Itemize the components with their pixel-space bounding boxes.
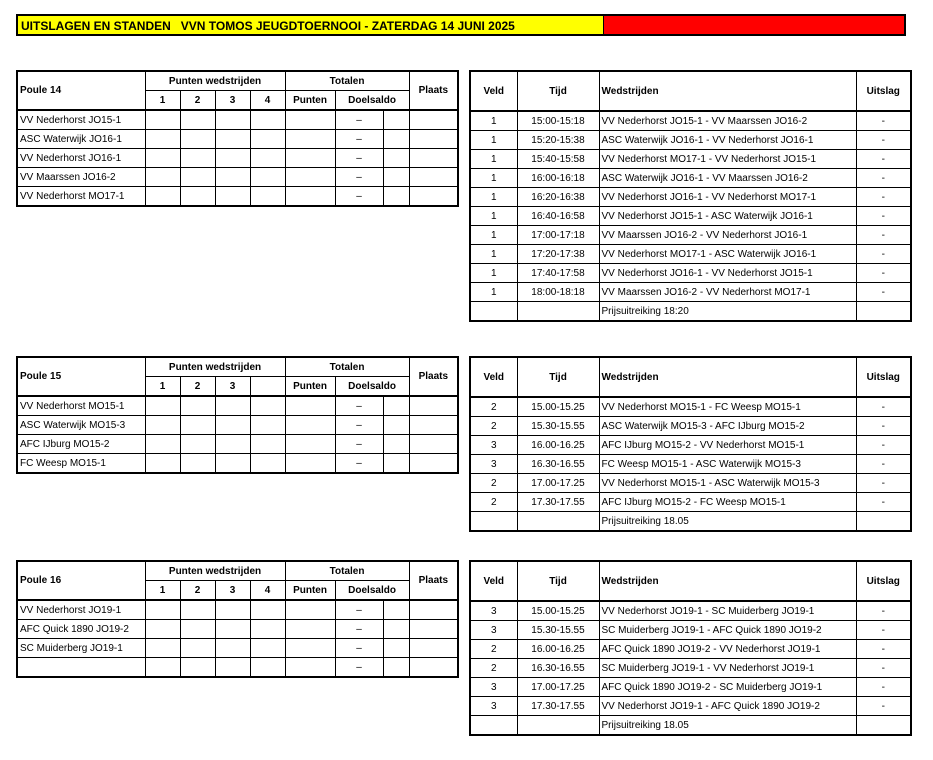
match-tijd: 17:20-17:38 (517, 245, 599, 264)
match-tijd: 16:40-16:58 (517, 207, 599, 226)
plaats-header: Plaats (409, 357, 458, 396)
match-row (470, 697, 911, 716)
standings-row (17, 639, 458, 658)
match-veld: 3 (470, 678, 517, 697)
goal-diff-dash: – (335, 600, 383, 620)
match-uitslag: - (856, 188, 911, 207)
match-row (470, 659, 911, 678)
goal-diff-dash: – (335, 416, 383, 435)
match-tijd: 15:40-15:58 (517, 150, 599, 169)
match-uitslag: - (856, 131, 911, 150)
match-teams: SC Muiderberg JO19-1 - VV Nederhorst JO19-1 (599, 659, 856, 678)
match-uitslag: - (856, 207, 911, 226)
round-3-header: 3 (215, 91, 250, 111)
match-uitslag: - (856, 150, 911, 169)
match-row (470, 474, 911, 493)
match-uitslag: - (856, 678, 911, 697)
match-teams: VV Nederhorst JO15-1 - VV Maarssen JO16-2 (599, 111, 856, 131)
round-1-header: 1 (145, 581, 180, 601)
standings-row (17, 187, 458, 207)
title-bar (16, 14, 906, 36)
match-veld: 1 (470, 283, 517, 302)
match-tijd: 16:00-16:18 (517, 169, 599, 188)
poule-16-standings (16, 560, 459, 678)
match-uitslag: - (856, 397, 911, 417)
goal-diff-dash: – (335, 396, 383, 416)
match-uitslag: - (856, 640, 911, 659)
team-name: FC Weesp MO15-1 (17, 454, 145, 474)
goal-diff-dash: – (335, 149, 383, 168)
uitslag-header: Uitslag (856, 71, 911, 111)
poule-name: Poule 15 (17, 357, 145, 396)
uitslag-header: Uitslag (856, 561, 911, 601)
match-tijd: 16.30-16.55 (517, 659, 599, 678)
team-name: VV Nederhorst JO19-1 (17, 600, 145, 620)
match-teams: VV Nederhorst JO15-1 - ASC Waterwijk JO16-1 (599, 207, 856, 226)
match-teams: VV Nederhorst MO17-1 - VV Nederhorst JO15-1 (599, 150, 856, 169)
standings-row (17, 658, 458, 678)
round-1-header: 1 (145, 91, 180, 111)
match-teams: FC Weesp MO15-1 - ASC Waterwijk MO15-3 (599, 455, 856, 474)
match-row (470, 283, 911, 302)
match-teams: ASC Waterwijk MO15-3 - AFC IJburg MO15-2 (599, 417, 856, 436)
standings-row (17, 600, 458, 620)
match-tijd: 18:00-18:18 (517, 283, 599, 302)
match-uitslag: - (856, 455, 911, 474)
plaats-header: Plaats (409, 561, 458, 600)
match-veld: 2 (470, 659, 517, 678)
match-uitslag: - (856, 474, 911, 493)
match-veld: 1 (470, 150, 517, 169)
match-teams: VV Maarssen JO16-2 - VV Nederhorst MO17-1 (599, 283, 856, 302)
standings-row (17, 416, 458, 435)
match-row (470, 207, 911, 226)
match-veld: 1 (470, 169, 517, 188)
match-teams: ASC Waterwijk JO16-1 - VV Maarssen JO16-2 (599, 169, 856, 188)
match-uitslag: - (856, 245, 911, 264)
round-3-header: 3 (215, 377, 250, 397)
match-veld: 3 (470, 621, 517, 640)
poule-14-schedule (469, 70, 912, 322)
match-uitslag: - (856, 417, 911, 436)
match-uitslag: - (856, 621, 911, 640)
match-veld: 3 (470, 697, 517, 716)
match-veld: 2 (470, 397, 517, 417)
round-1-header: 1 (145, 377, 180, 397)
punten-wedstrijden-header: Punten wedstrijden (145, 357, 285, 377)
tijd-header: Tijd (517, 71, 599, 111)
doelsaldo-header: Doelsaldo (335, 581, 409, 601)
match-tijd: 16.00-16.25 (517, 436, 599, 455)
team-name: AFC Quick 1890 JO19-2 (17, 620, 145, 639)
prijsuitreiking: Prijsuitreiking 18.05 (599, 716, 856, 736)
page-title: UITSLAGEN EN STANDEN VVN TOMOS JEUGDTOERNOOI - ZATERDAG 14 JUNI 2025 (18, 16, 604, 34)
doelsaldo-header: Doelsaldo (335, 377, 409, 397)
match-teams: AFC Quick 1890 JO19-2 - VV Nederhorst JO19-1 (599, 640, 856, 659)
match-uitslag: - (856, 659, 911, 678)
standings-row (17, 130, 458, 149)
match-veld: 1 (470, 207, 517, 226)
goal-diff-dash: – (335, 187, 383, 207)
match-row (470, 493, 911, 512)
match-tijd: 17.00-17.25 (517, 474, 599, 493)
standings-row (17, 435, 458, 454)
match-row (470, 455, 911, 474)
match-teams: VV Nederhorst MO15-1 - FC Weesp MO15-1 (599, 397, 856, 417)
match-veld: 3 (470, 436, 517, 455)
match-row (470, 640, 911, 659)
tijd-header: Tijd (517, 561, 599, 601)
veld-header: Veld (470, 561, 517, 601)
match-uitslag: - (856, 697, 911, 716)
match-uitslag: - (856, 601, 911, 621)
match-row (470, 169, 911, 188)
match-teams: AFC IJburg MO15-2 - FC Weesp MO15-1 (599, 493, 856, 512)
match-veld: 2 (470, 474, 517, 493)
match-veld: 2 (470, 493, 517, 512)
wedstrijden-header: Wedstrijden (599, 71, 856, 111)
match-row (470, 621, 911, 640)
match-veld: 1 (470, 131, 517, 150)
footer-row (470, 716, 911, 736)
match-veld: 2 (470, 417, 517, 436)
match-row (470, 397, 911, 417)
round-2-header: 2 (180, 377, 215, 397)
totalen-header: Totalen (285, 357, 409, 377)
team-name: VV Nederhorst JO16-1 (17, 149, 145, 168)
match-veld: 2 (470, 640, 517, 659)
doelsaldo-header: Doelsaldo (335, 91, 409, 111)
match-tijd: 17.30-17.55 (517, 493, 599, 512)
prijsuitreiking: Prijsuitreiking 18:20 (599, 302, 856, 322)
round-2-header: 2 (180, 91, 215, 111)
match-uitslag: - (856, 493, 911, 512)
match-row (470, 226, 911, 245)
match-tijd: 15.00-15.25 (517, 397, 599, 417)
match-teams: SC Muiderberg JO19-1 - AFC Quick 1890 JO19-2 (599, 621, 856, 640)
match-teams: VV Nederhorst JO19-1 - AFC Quick 1890 JO19-2 (599, 697, 856, 716)
goal-diff-dash: – (335, 435, 383, 454)
match-teams: VV Maarssen JO16-2 - VV Nederhorst JO16-1 (599, 226, 856, 245)
footer-row (470, 512, 911, 532)
punten-header: Punten (285, 91, 335, 111)
match-tijd: 16:20-16:38 (517, 188, 599, 207)
plaats-header: Plaats (409, 71, 458, 110)
poule-15-standings (16, 356, 459, 474)
match-row (470, 601, 911, 621)
punten-header: Punten (285, 377, 335, 397)
punten-wedstrijden-header: Punten wedstrijden (145, 71, 285, 91)
match-teams: VV Nederhorst MO17-1 - ASC Waterwijk JO16-1 (599, 245, 856, 264)
standings-row (17, 168, 458, 187)
match-row (470, 436, 911, 455)
team-name: SC Muiderberg JO19-1 (17, 639, 145, 658)
poule-name: Poule 14 (17, 71, 145, 110)
poule-14-standings (16, 70, 459, 207)
match-uitslag: - (856, 264, 911, 283)
team-name: ASC Waterwijk JO16-1 (17, 130, 145, 149)
match-veld: 1 (470, 111, 517, 131)
match-row (470, 417, 911, 436)
tijd-header: Tijd (517, 357, 599, 397)
match-tijd: 16.00-16.25 (517, 640, 599, 659)
goal-diff-dash: – (335, 110, 383, 130)
round-3-header: 3 (215, 581, 250, 601)
title-red-block (604, 16, 904, 34)
match-tijd: 17.30-17.55 (517, 697, 599, 716)
goal-diff-dash: – (335, 454, 383, 474)
match-row (470, 150, 911, 169)
match-row (470, 264, 911, 283)
poule-15-schedule (469, 356, 912, 532)
match-veld: 1 (470, 188, 517, 207)
totalen-header: Totalen (285, 71, 409, 91)
team-name: VV Maarssen JO16-2 (17, 168, 145, 187)
standings-row (17, 396, 458, 416)
match-uitslag: - (856, 169, 911, 188)
match-tijd: 17.00-17.25 (517, 678, 599, 697)
match-veld: 1 (470, 226, 517, 245)
goal-diff-dash: – (335, 168, 383, 187)
match-tijd: 15:00-15:18 (517, 111, 599, 131)
round-4-header: 4 (250, 91, 285, 111)
standings-row (17, 454, 458, 474)
wedstrijden-header: Wedstrijden (599, 357, 856, 397)
match-uitslag: - (856, 283, 911, 302)
standings-row (17, 620, 458, 639)
team-name: VV Nederhorst JO15-1 (17, 110, 145, 130)
match-row (470, 188, 911, 207)
goal-diff-dash: – (335, 620, 383, 639)
match-teams: VV Nederhorst JO16-1 - VV Nederhorst JO15-1 (599, 264, 856, 283)
veld-header: Veld (470, 357, 517, 397)
wedstrijden-header: Wedstrijden (599, 561, 856, 601)
match-teams: VV Nederhorst MO15-1 - ASC Waterwijk MO15-3 (599, 474, 856, 493)
poule-name: Poule 16 (17, 561, 145, 600)
team-name: VV Nederhorst MO15-1 (17, 396, 145, 416)
match-uitslag: - (856, 436, 911, 455)
match-tijd: 16.30-16.55 (517, 455, 599, 474)
match-tijd: 17:40-17:58 (517, 264, 599, 283)
poule-16-schedule (469, 560, 912, 736)
standings-row (17, 149, 458, 168)
veld-header: Veld (470, 71, 517, 111)
goal-diff-dash: – (335, 639, 383, 658)
team-name: VV Nederhorst MO17-1 (17, 187, 145, 207)
team-name (17, 658, 145, 678)
punten-wedstrijden-header: Punten wedstrijden (145, 561, 285, 581)
match-teams: AFC IJburg MO15-2 - VV Nederhorst MO15-1 (599, 436, 856, 455)
match-uitslag: - (856, 111, 911, 131)
round-2-header: 2 (180, 581, 215, 601)
match-teams: VV Nederhorst JO16-1 - VV Nederhorst MO17-1 (599, 188, 856, 207)
match-tijd: 15.00-15.25 (517, 601, 599, 621)
prijsuitreiking: Prijsuitreiking 18.05 (599, 512, 856, 532)
footer-row (470, 302, 911, 322)
uitslag-header: Uitslag (856, 357, 911, 397)
match-row (470, 111, 911, 131)
match-teams: AFC Quick 1890 JO19-2 - SC Muiderberg JO19-1 (599, 678, 856, 697)
totalen-header: Totalen (285, 561, 409, 581)
match-tijd: 15.30-15.55 (517, 417, 599, 436)
punten-header: Punten (285, 581, 335, 601)
match-row (470, 131, 911, 150)
match-veld: 3 (470, 601, 517, 621)
match-teams: VV Nederhorst JO19-1 - SC Muiderberg JO19-1 (599, 601, 856, 621)
match-tijd: 17:00-17:18 (517, 226, 599, 245)
round-4-header (250, 377, 285, 397)
match-tijd: 15:20-15:38 (517, 131, 599, 150)
match-tijd: 15.30-15.55 (517, 621, 599, 640)
match-veld: 1 (470, 245, 517, 264)
team-name: AFC IJburg MO15-2 (17, 435, 145, 454)
goal-diff-dash: – (335, 658, 383, 678)
match-uitslag: - (856, 226, 911, 245)
standings-row (17, 110, 458, 130)
match-row (470, 678, 911, 697)
goal-diff-dash: – (335, 130, 383, 149)
team-name: ASC Waterwijk MO15-3 (17, 416, 145, 435)
match-teams: ASC Waterwijk JO16-1 - VV Nederhorst JO16-1 (599, 131, 856, 150)
match-veld: 1 (470, 264, 517, 283)
match-veld: 3 (470, 455, 517, 474)
match-row (470, 245, 911, 264)
round-4-header: 4 (250, 581, 285, 601)
